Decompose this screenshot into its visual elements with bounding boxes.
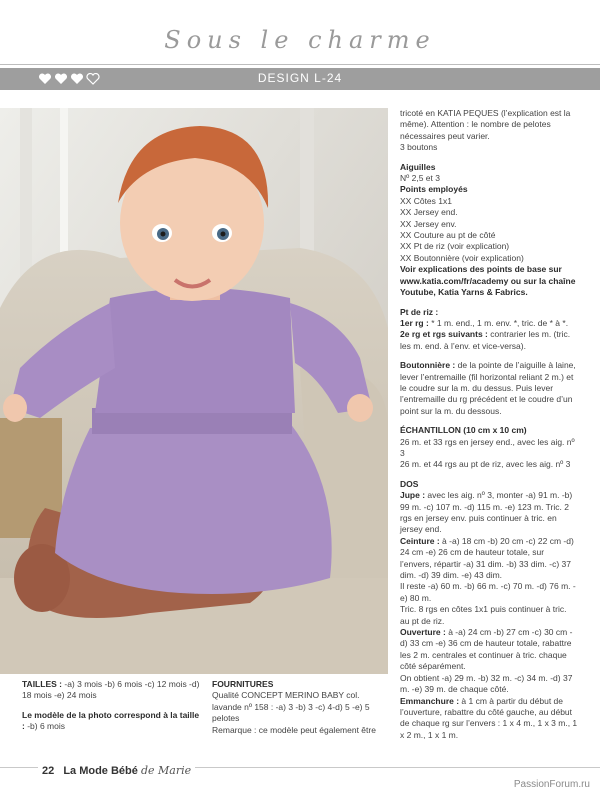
point-item: XX Couture au pt de côté <box>400 230 496 241</box>
boutons-text: 3 boutons <box>400 142 438 153</box>
point-item: XX Pt de riz (voir explication) <box>400 241 510 252</box>
modele-label: Le modèle de la photo correspond à la taille : <box>22 709 200 732</box>
sizes-block <box>22 679 202 733</box>
rg1-text: * 1 m. end., 1 m. env. *, tric. de * à *. <box>431 317 569 328</box>
ptriz-label: Pt de riz : <box>400 306 439 317</box>
echantillon-text-1: 26 m. et 33 rgs en jersey end., avec les aig. nº 3 <box>400 436 575 458</box>
point-item: XX Boutonnière (voir explication) <box>400 252 524 263</box>
voir-text: Voir explications des points de base sur www.katia.com/fr/academy ou sur la chaîne Youtube, Katia Yarns & Fabrics. <box>400 264 576 298</box>
design-label: DESIGN L-24 <box>257 71 343 85</box>
ouverture-text: à -a) 24 cm -b) 27 cm -c) 30 cm -d) 33 cm -e) 36 cm de hauteur totale, rabattre les 2 m. centrales et continuer à tric. chaque côté séparément. <box>400 627 573 672</box>
rg2-text: contrarier les m. (tric. les m. end. à l’env. et vice-versa). <box>400 329 571 351</box>
page-number: 22 <box>42 765 55 777</box>
baby-photo <box>0 108 388 674</box>
fournitures-text: Qualité CONCEPT MERINO BABY col. lavande nº 158 : -a) 3 -b) 3 -c) 4-d) 5 -e) 5 pelotes <box>212 690 370 724</box>
tailles-label: TAILLES : <box>22 679 62 689</box>
magazine-name: La Mode Bébé <box>63 765 138 777</box>
rg2-label: 2e rg et rgs suivants : <box>400 329 488 340</box>
echantillon-label: ÉCHANTILLON (10 cm x 10 cm) <box>400 425 527 436</box>
ouverture-label: Ouverture : <box>400 627 446 638</box>
ceinture-label: Ceinture : <box>400 535 440 546</box>
jupe-text: avec les aig. nº 3, monter -a) 91 m. -b) 99 m. -c) 107 m. -d) 115 m. -e) 123 m. Tric. 2 rgs en jersey env. puis continuer à tric. en jersey end. <box>400 490 573 535</box>
magazine-name-italic: de Marie <box>140 764 192 777</box>
fournitures-remarque: Remarque : ce modèle peut également être <box>212 724 376 735</box>
obtient-text: On obtient -a) 29 m. -b) 32 m. -c) 34 m. -d) 37 m. -e) 39 m. de chaque côté. <box>400 672 573 695</box>
emmanchure-label: Emmanchure : <box>400 695 460 706</box>
footer <box>38 764 195 777</box>
jupe-label: Jupe : <box>400 490 426 501</box>
boutonniere-text: de la pointe de l’aiguille à laine, lever l’entremaille (fil horizontal reliant 2 m.) et le coudre sur la m. du dessus. Puis lever l’entremaille du rg précédent et le coudre d’un point sur la m. du dessous. <box>400 360 576 416</box>
intro-text: tricoté en KATIA PEQUES (l’explication est la même). Attention : le nombre de pelotes nécessaires peut varier. <box>400 108 571 141</box>
point-item: XX Jersey env. <box>400 218 457 229</box>
emmanchure-text: à 1 cm à partir du début de l’ouverture, rabattre du côté gauche, au début de chaque rg sur l’envers : 1 x 4 m., 1 x 3 m., 1 x 2 m., 1 x 1 m. <box>400 695 578 740</box>
aiguilles-text: Nº 2,5 et 3 <box>400 173 440 184</box>
instructions-column <box>400 108 578 741</box>
baby-dress-illustration <box>0 108 388 674</box>
points-label: Points employés <box>400 184 468 195</box>
echantillon-text-2: 26 m. et 44 rgs au pt de riz, avec les aig. nº 3 <box>400 459 571 470</box>
tric-text: Tric. 8 rgs en côtes 1x1 puis continuer à tric. au pt de riz. <box>400 604 567 626</box>
tailles-text: -a) 3 mois -b) 6 mois -c) 12 mois -d) 18 mois -e) 24 mois <box>22 679 200 701</box>
point-item: XX Côtes 1x1 <box>400 195 452 206</box>
page-title: Sous le charme <box>164 26 436 54</box>
aiguilles-label: Aiguilles <box>400 161 436 172</box>
rg1-label: 1er rg : <box>400 317 429 328</box>
boutonniere-label: Boutonnière : <box>400 360 456 371</box>
reste-text: Il reste -a) 60 m. -b) 66 m. -c) 70 m. -d) 76 m. -e) 80 m. <box>400 581 576 603</box>
ceinture-text: à -a) 18 cm -b) 20 cm -c) 22 cm -d) 24 cm -e) 26 cm de hauteur totale, sur l’envers, répartir -a) 31 dim. -b) 33 dim. -c) 37 dim. -d) 39 dim. -e) 43 dim. <box>400 535 574 581</box>
fournitures-block <box>212 679 388 736</box>
dos-label: DOS <box>400 478 419 489</box>
point-item: XX Jersey end. <box>400 207 458 218</box>
modele-text: -b) 6 mois <box>27 721 66 732</box>
watermark: PassionForum.ru <box>513 779 590 790</box>
fournitures-heading: FOURNITURES <box>212 679 274 689</box>
header-rule <box>0 64 600 65</box>
